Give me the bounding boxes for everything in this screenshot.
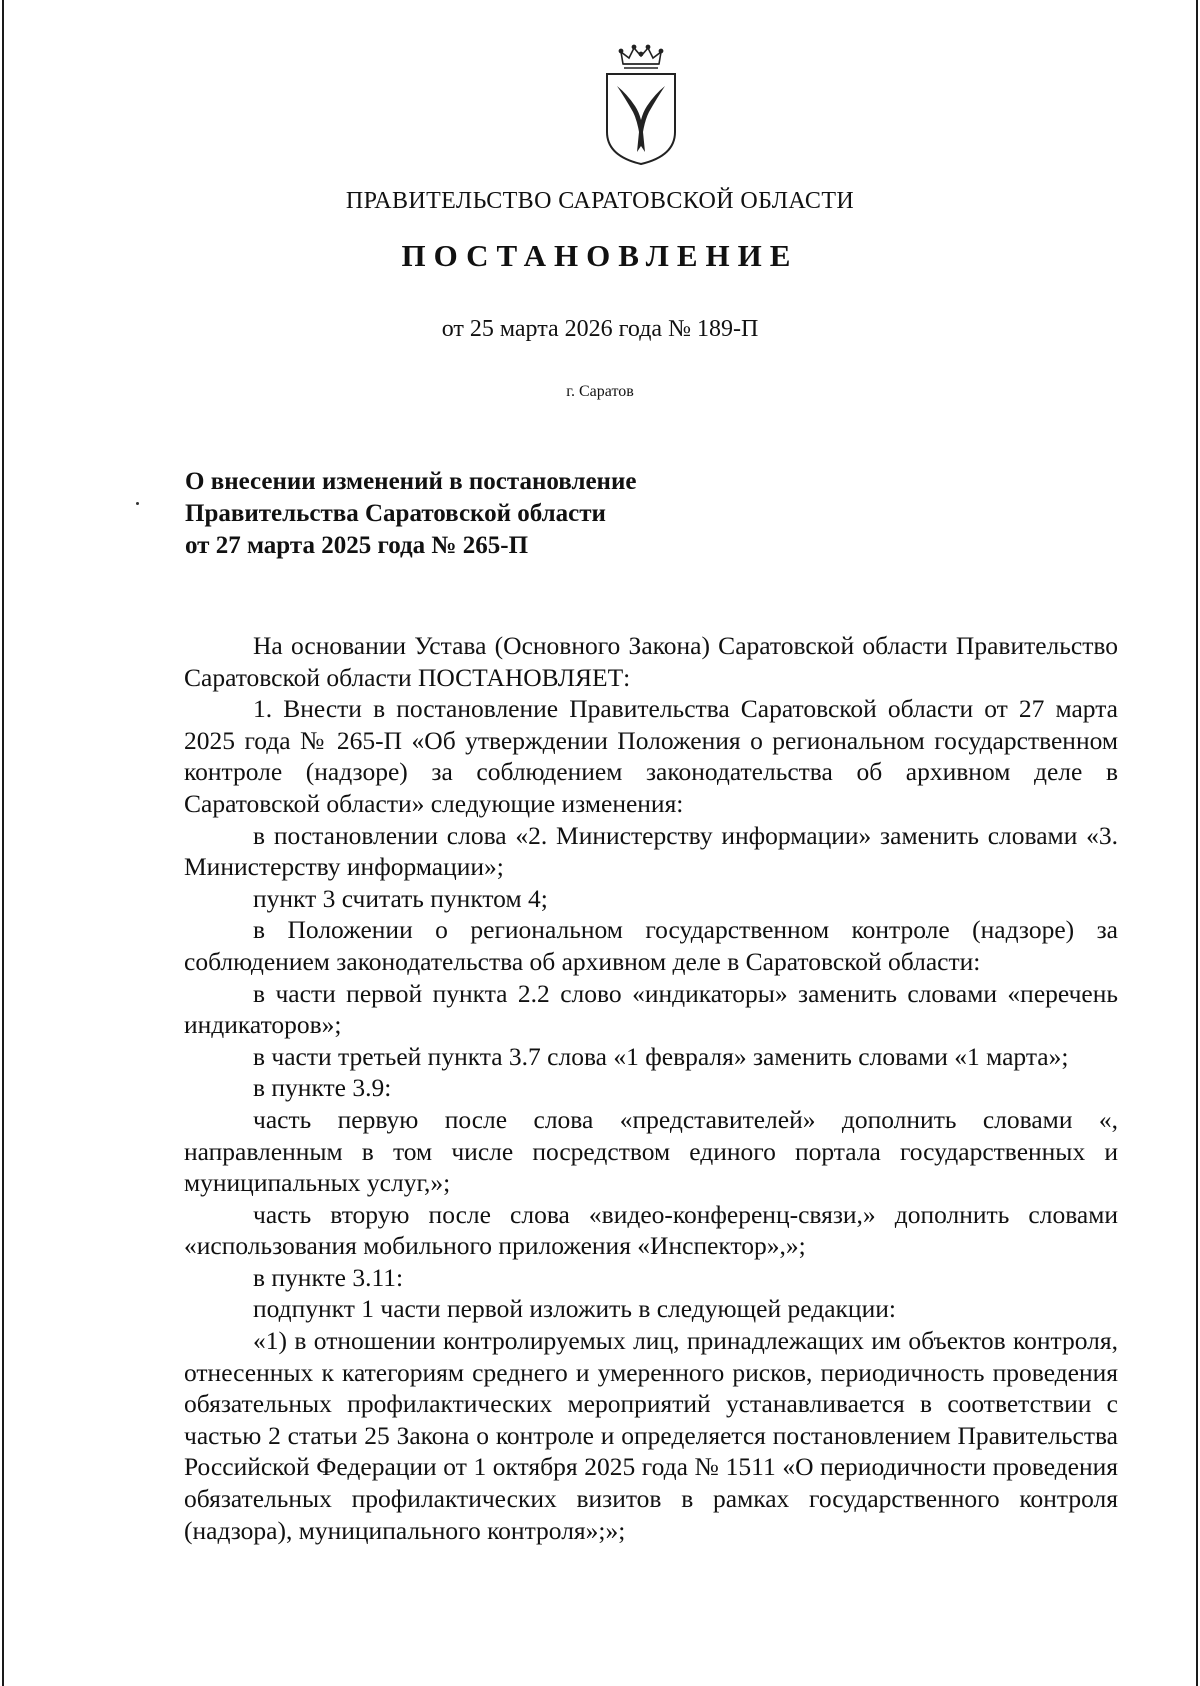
body-paragraph: часть вторую после слова «видео-конференц-связи,» дополнить словами «использования мобильного приложения «Инспектор»,»; <box>184 1199 1118 1261</box>
body-paragraph: в пункте 3.11: <box>253 1262 404 1292</box>
body-paragraph: в части первой пункта 2.2 слово «индикаторы» заменить словами «перечень индикаторов»; <box>184 978 1118 1040</box>
saratov-coat-of-arms-icon <box>603 40 679 168</box>
body-paragraph: в Положении о региональном государственном контроле (надзоре) за соблюдением законодательства об архивном деле в Саратовской области: <box>184 915 1118 976</box>
body-paragraph: в постановлении слова «2. Министерству информации» заменить словами «3. Министерству информации»; <box>184 820 1118 882</box>
subject-line: О внесении изменений в постановление <box>185 468 637 495</box>
body-paragraph: пункт 3 считать пунктом 4; <box>253 883 548 913</box>
body-paragraph: в пункте 3.9: <box>253 1073 392 1103</box>
body-paragraph: «1) в отношении контролируемых лиц, принадлежащих им объектов контроля, отнесенных к категориям среднего и умеренного рисков, периодичность проведения обязательных профилактических мероприятий устанавливается в соответствии с частью 2 статьи 25 Закона о контроле и определяется постановлением Правительства Российской Федерации от 1 октября 2025 года № 1511 «О периодичности проведения обязательных профилактических визитов в рамках государственного контроля (надзора), муниципального контроля»;»; <box>184 1326 1118 1545</box>
body-paragraph: На основании Устава (Основного Закона) Саратовской области Правительство Саратовской области ПОСТАНОВЛЯЕТ: <box>184 631 1118 692</box>
scan-speck <box>136 502 139 505</box>
subject-line: от 27 марта 2025 года № 265-П <box>185 532 529 559</box>
document-subject <box>185 466 785 562</box>
body-paragraph: в части третьей пункта 3.7 слова «1 февраля» заменить словами «1 марта»; <box>253 1041 1069 1071</box>
document-city: г. Саратов <box>566 383 634 400</box>
body-paragraph: часть первую после слова «представителей» дополнить словами «, направленным в том числе посредством единого портала государственных и муниципальных услуг,»; <box>184 1104 1118 1198</box>
body-paragraph: подпункт 1 части первой изложить в следующей редакции: <box>253 1294 896 1324</box>
document-date-number: от 25 марта 2026 года № 189-П <box>441 316 759 342</box>
document-type-title: ПОСТАНОВЛЕНИЕ <box>401 238 799 273</box>
document-body <box>184 630 1118 1546</box>
subject-line: Правительства Саратовской области <box>185 500 606 527</box>
body-paragraph: 1. Внести в постановление Правительства Саратовской области от 27 марта 2025 года № 265-П «Об утверждении Положения о региональном государственном контроле (надзоре) за соблюдением законодательства об архивном деле в Саратовской области» следующие изменения: <box>184 694 1118 818</box>
government-name: ПРАВИТЕЛЬСТВО САРАТОВСКОЙ ОБЛАСТИ <box>345 188 855 214</box>
